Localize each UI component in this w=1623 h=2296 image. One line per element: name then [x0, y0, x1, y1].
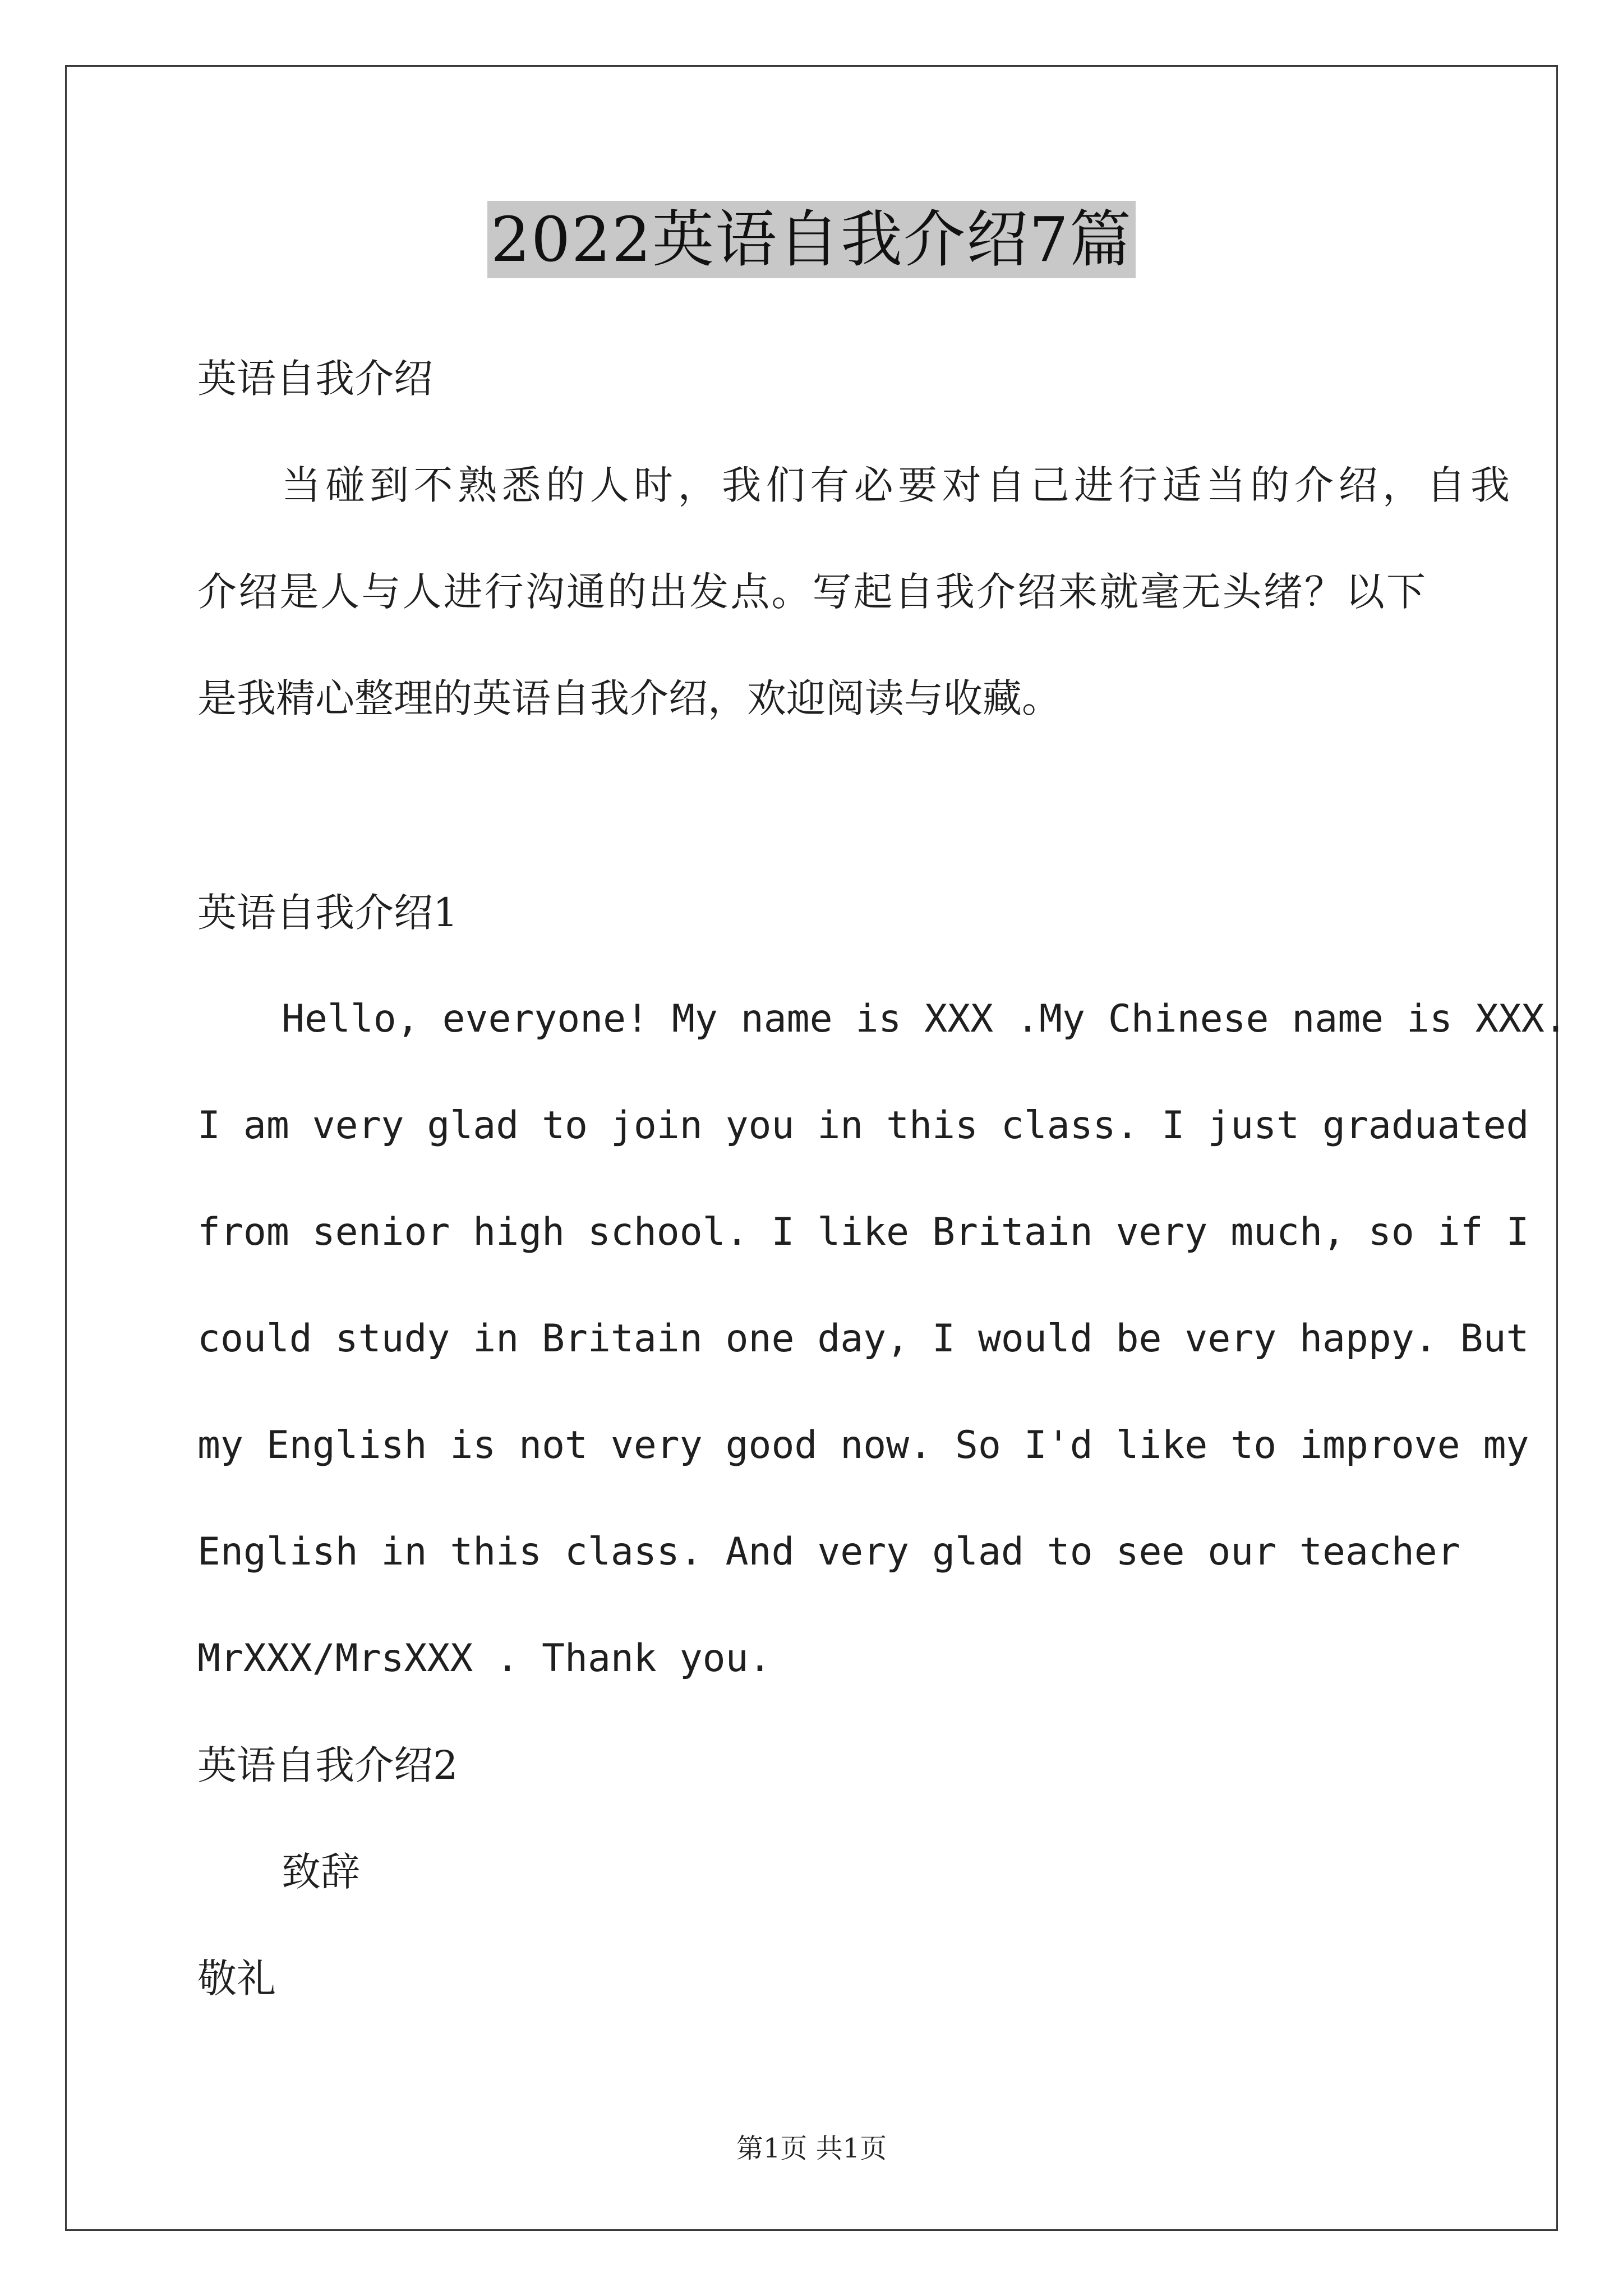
page-footer: 第1页 共1页 [736, 2133, 887, 2164]
section1-line-2: I am very glad to join you in this class. I just graduated [197, 1103, 1529, 1148]
section1-line-1: Hello, everyone! My name is XXX .My Chinese name is XXX. [282, 997, 1567, 1041]
section1-line-6: English in this class. And very glad to see our teacher [197, 1530, 1460, 1574]
section1-line-3: from senior high school. I like Britain very much, so if I [197, 1210, 1529, 1254]
intro-line-2: 介绍是人与人进行沟通的出发点。写起自我介绍来就毫无头绪？以下 [197, 569, 1426, 615]
section2-line-2: 敬礼 [197, 1955, 276, 2001]
document-title: 2022英语自我介绍7篇 [487, 201, 1136, 278]
section2-heading: 英语自我介绍2 [197, 1742, 458, 1788]
intro-line-1: 当碰到不熟悉的人时，我们有必要对自己进行适当的介绍，自我 [282, 462, 1510, 508]
section1-line-4: could study in Britain one day, I would be very happy. But [197, 1317, 1529, 1361]
intro-heading: 英语自我介绍 [197, 356, 433, 402]
section1-heading: 英语自我介绍1 [197, 890, 458, 936]
title-container [0, 201, 1623, 278]
intro-line-3: 是我精心整理的英语自我介绍，欢迎阅读与收藏。 [197, 675, 1061, 721]
section1-line-7: MrXXX/MrsXXX . Thank you. [197, 1636, 772, 1681]
section2-line-1: 致辞 [282, 1849, 360, 1895]
section1-line-5: my English is not very good now. So I'd like to improve my [197, 1423, 1529, 1467]
